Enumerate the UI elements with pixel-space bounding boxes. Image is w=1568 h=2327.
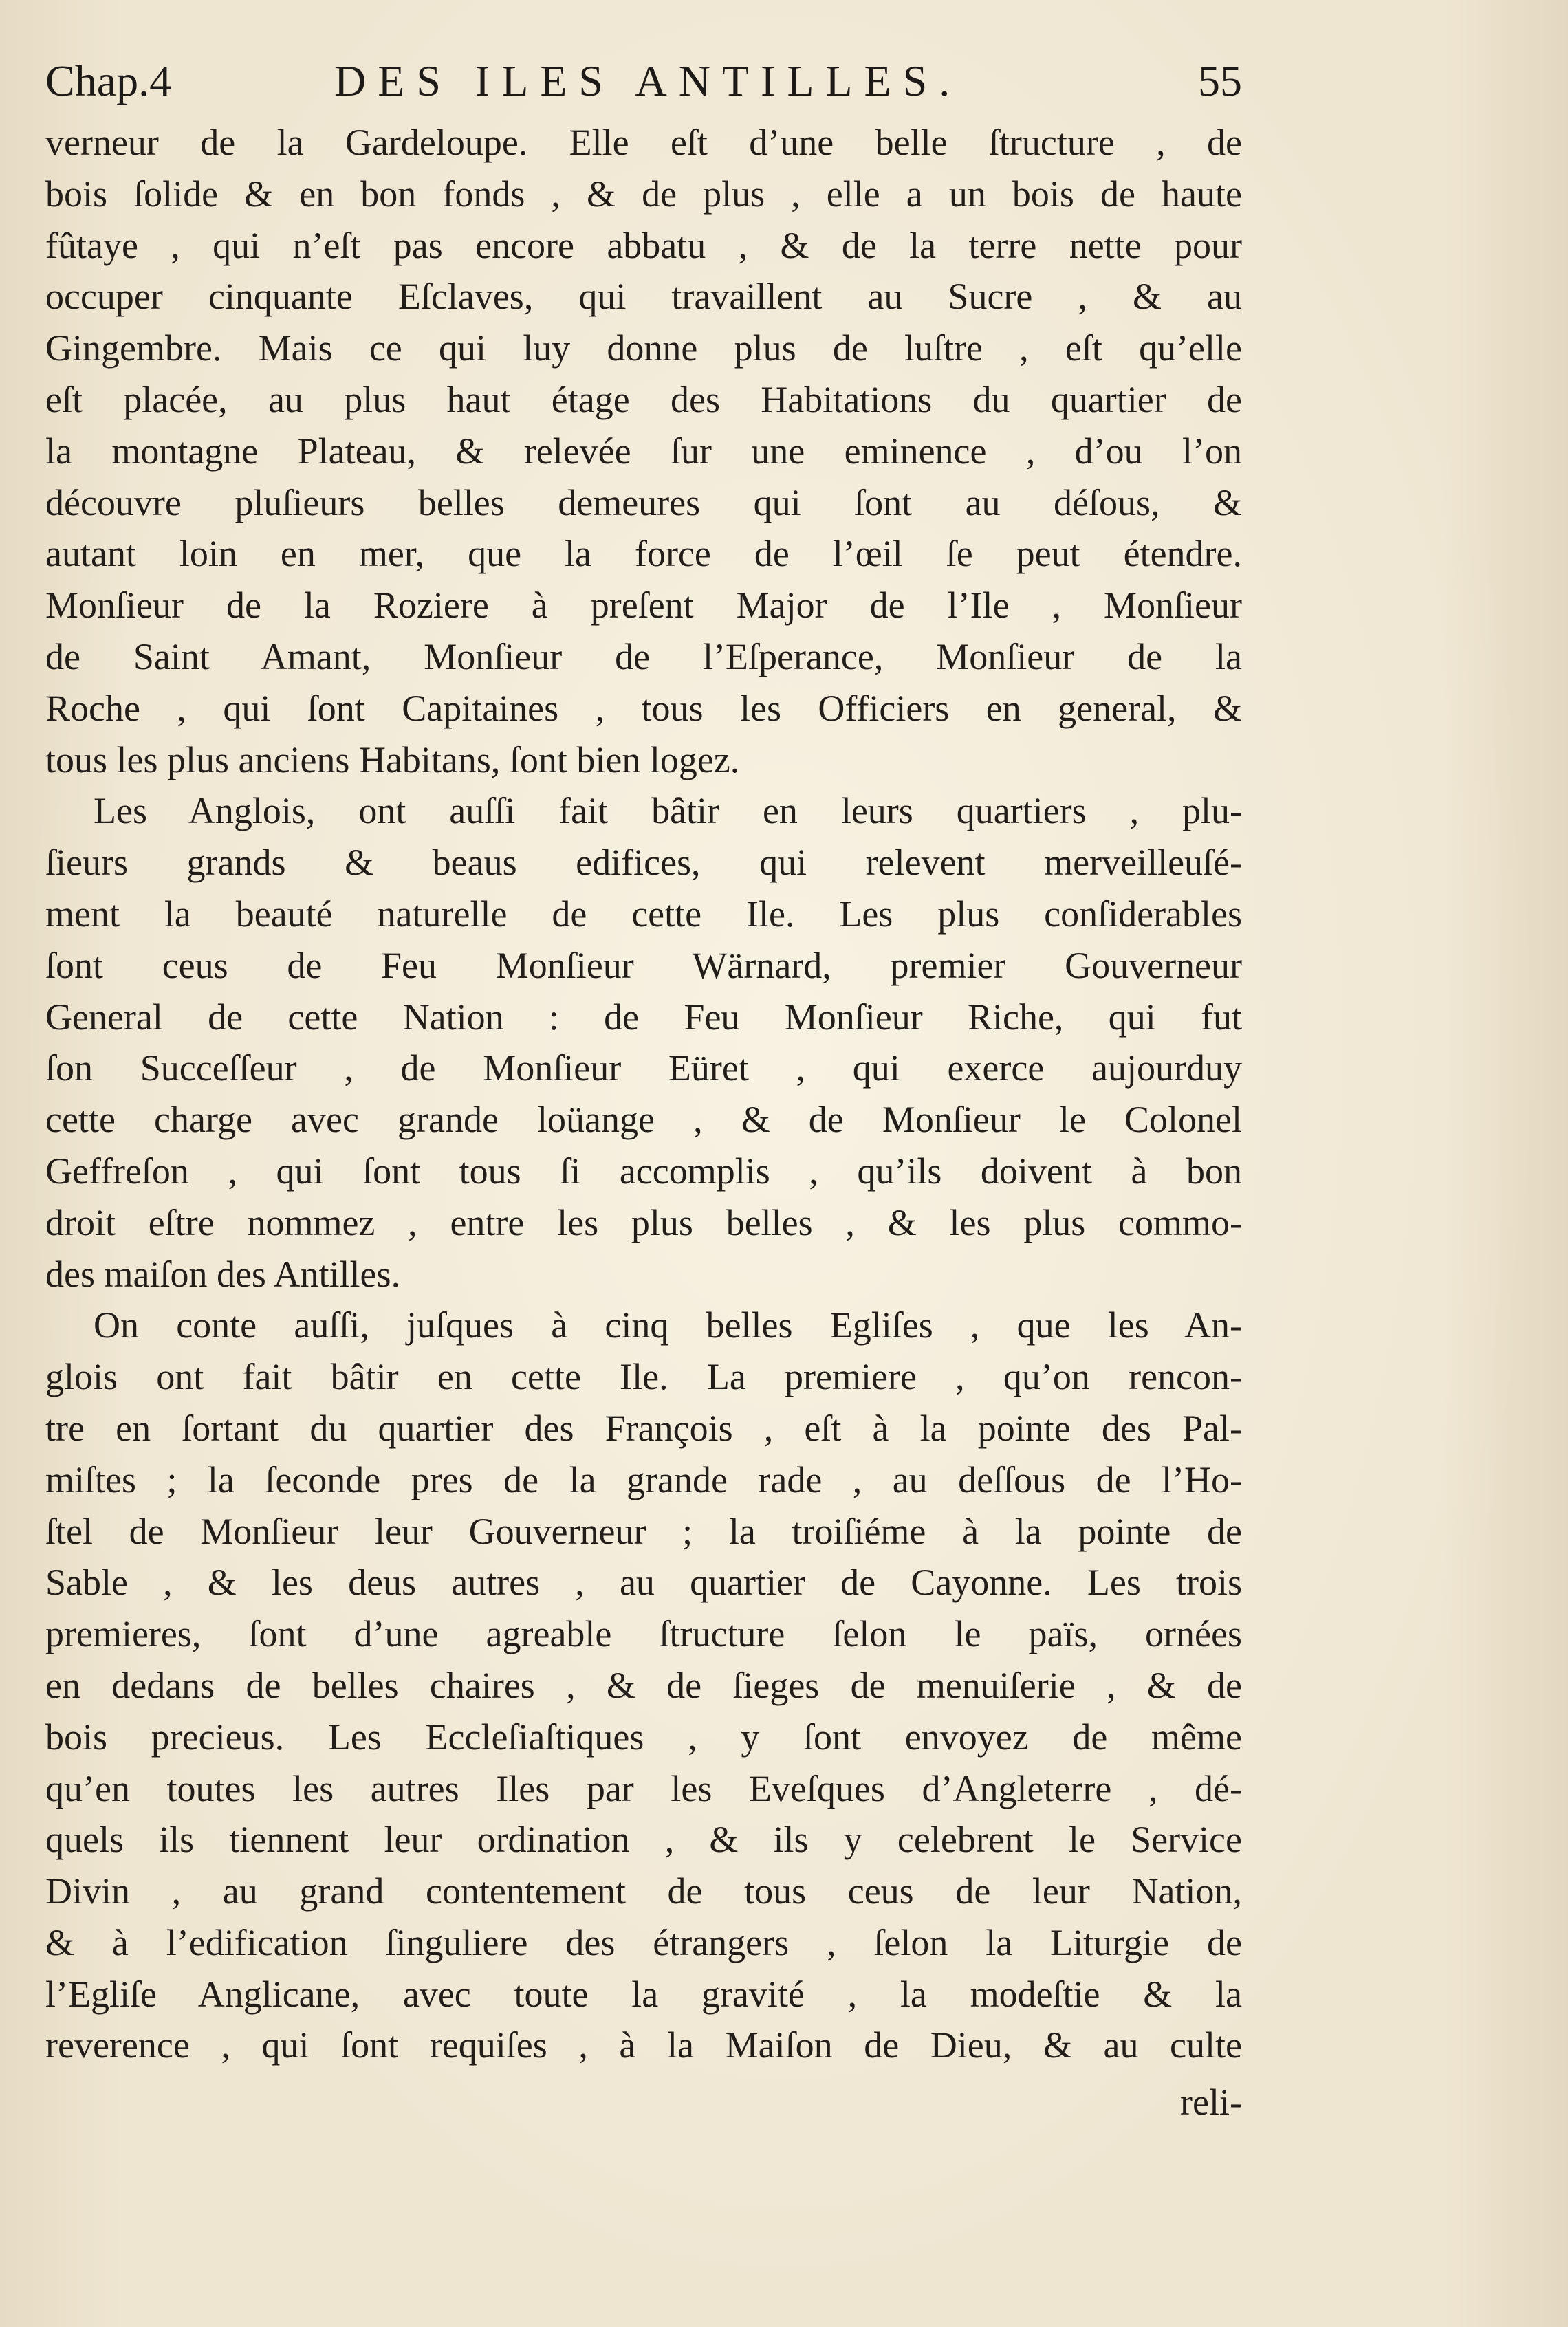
text-line: Monſieur de la Roziere à preſent Major de l’Ile , Monſieur (45, 585, 1242, 626)
catchword: reli- (1180, 2082, 1242, 2123)
text-line: eſt placée, au plus haut étage des Habitations du quartier de (45, 378, 1242, 420)
text-line: ſon Succeſſeur , de Monſieur Eüret , qui exerce aujourduy (45, 1047, 1242, 1089)
text-line: en dedans de belles chaires , & de ſieges de menuiſerie , & de (45, 1664, 1242, 1706)
text-line: General de cette Nation : de Feu Monſieur Riche, qui fut (45, 996, 1242, 1038)
text-line: ſieurs grands & beaus edifices, qui relevent merveilleuſé- (45, 842, 1242, 884)
page-number: 55 (1198, 56, 1242, 105)
text-line: Gingembre. Mais ce qui luy donne plus de luſtre , eſt qu’elle (45, 327, 1242, 369)
text-line: verneur de la Gardeloupe. Elle eſt d’une belle ſtructure , de (45, 122, 1242, 163)
text-line: & à l’edification ſinguliere des étrangers , ſelon la Liturgie de (45, 1921, 1242, 1963)
text-line: Sable , & les deus autres , au quartier de Cayonne. Les trois (45, 1562, 1242, 1604)
text-line: qu’en toutes les autres Iles par les Eveſques d’Angleterre , dé- (45, 1767, 1242, 1809)
text-line: bois precieus. Les Eccleſiaſtiques , y ſont envoyez de même (45, 1716, 1242, 1758)
text-line: quels ils tiennent leur ordination , & ils y celebrent le Service (45, 1819, 1242, 1861)
text-line: autant loin en mer, que la force de l’œil ſe peut étendre. (45, 533, 1242, 575)
text-line: occuper cinquante Eſclaves, qui travaillent au Sucre , & au (45, 276, 1242, 318)
text-line: découvre pluſieurs belles demeures qui ſont au déſous, & (45, 481, 1242, 523)
text-line: de Saint Amant, Monſieur de l’Eſperance, Monſieur de la (45, 635, 1242, 677)
text-line: ſtel de Monſieur leur Gouverneur ; la troiſiéme à la pointe de (45, 1510, 1242, 1552)
paragraph (45, 785, 1242, 1300)
text-line: Roche , qui ſont Capitaines , tous les Officiers en general, & (45, 687, 1242, 729)
text-line: Divin , au grand contentement de tous ceus de leur Nation, (45, 1870, 1242, 1912)
text-line: ſont ceus de Feu Monſieur Wärnard, premier Gouverneur (45, 944, 1242, 986)
running-header (45, 54, 1242, 109)
text-line: fûtaye , qui n’eſt pas encore abbatu , & de la terre nette pour (45, 224, 1242, 266)
text-line: des maiſon des Antilles. (45, 1253, 400, 1295)
text-line: bois ſolide & en bon fonds , & de plus , elle a un bois de haute (45, 173, 1242, 215)
running-title: DES ILES ANTILLES. (334, 56, 962, 105)
text-line: reverence , qui ſont requiſes , à la Maiſon de Dieu, & au culte (45, 2024, 1242, 2066)
text-line: cette charge avec grande loüange , & de Monſieur le Colonel (45, 1099, 1242, 1141)
text-line: droit eſtre nommez , entre les plus belles , & les plus commo- (45, 1201, 1242, 1243)
chapter-label: Chap.4 (45, 56, 172, 105)
text-line: miſtes ; la ſeconde pres de la grande rade , au deſſous de l’Ho- (45, 1459, 1242, 1500)
body-text (45, 117, 1242, 2071)
text-line: On conte auſſi, juſques à cinq belles Egliſes , que les An- (94, 1304, 1242, 1346)
text-line: glois ont fait bâtir en cette Ile. La premiere , qu’on rencon- (45, 1356, 1242, 1398)
text-line: Les Anglois, ont auſſi fait bâtir en leurs quartiers , plu- (94, 790, 1242, 832)
text-line: la montagne Plateau, & relevée ſur une eminence , d’ou l’on (45, 430, 1242, 472)
text-line: tous les plus anciens Habitans, ſont bien logez. (45, 739, 740, 780)
text-line: tre en ſortant du quartier des François , eſt à la pointe des Pal- (45, 1407, 1242, 1449)
text-line: ment la beauté naturelle de cette Ile. Les plus conſiderables (45, 893, 1242, 935)
text-line: premieres, ſont d’une agreable ſtructure ſelon le païs, ornées (45, 1613, 1242, 1655)
text-line: l’Egliſe Anglicane, avec toute la gravité , la modeſtie & la (45, 1973, 1242, 2015)
paragraph (45, 117, 1242, 785)
text-line: Geffreſon , qui ſont tous ſi accomplis , qu’ils doivent à bon (45, 1150, 1242, 1192)
paragraph (45, 1300, 1242, 2071)
